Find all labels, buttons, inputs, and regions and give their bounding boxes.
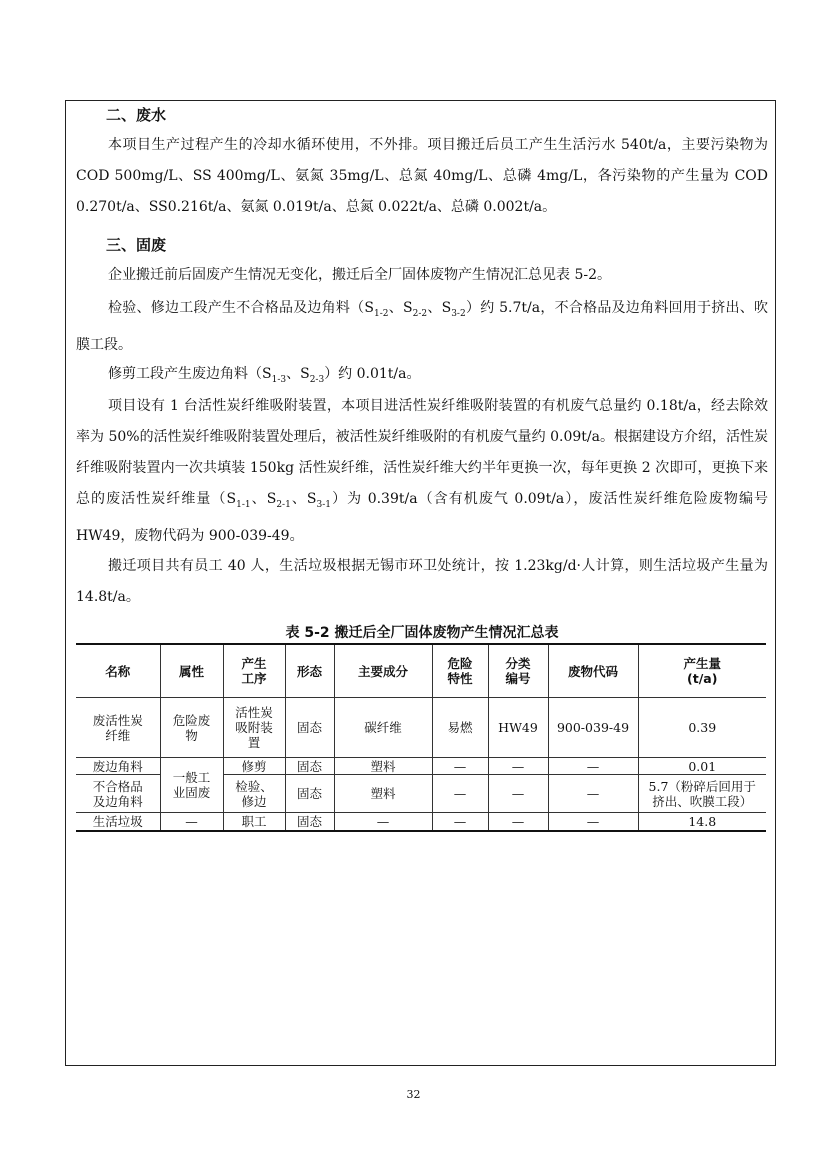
wastewater-paragraph: 本项目生产过程产生的冷却水循环使用，不外排。项目搬迁后员工产生生活污水 540t/a，主要污染物为 COD 500mg/L、SS 400mg/L、氨氮 35mg/L、总氮 40mg/L、总磷 4mg/L，各污染物的产生量为 COD 0.270t/a、SS0.216t/a、氨氮 0.019t/a、总氮 0.022t/a、总磷 0.002t/a。: [76, 137, 768, 215]
cell-category: —: [488, 758, 548, 775]
cell-code: —: [548, 758, 638, 775]
cell-hazard: —: [432, 758, 488, 775]
cell-category: —: [488, 813, 548, 831]
cell-component: 碳纤维: [334, 698, 432, 758]
cell-attribute: 一般工 业固废: [160, 758, 223, 813]
cell-category: HW49: [488, 698, 548, 758]
cell-process: 活性炭 吸附装 置: [223, 698, 285, 758]
cell-name: 废边角料: [76, 758, 160, 775]
header-name: 名称: [76, 644, 160, 698]
cell-process: 检验、 修边: [223, 775, 285, 813]
cell-code: —: [548, 813, 638, 831]
cell-name: 废活性炭 纤维: [76, 698, 160, 758]
page-number: 32: [406, 1088, 421, 1101]
cell-amount: 14.8: [638, 813, 766, 831]
cell-amount: 5.7（粉碎后回用于 挤出、吹膜工段）: [638, 775, 766, 813]
cell-attribute: 危险废 物: [160, 698, 223, 758]
solid-waste-table: [76, 643, 766, 832]
cell-category: —: [488, 775, 548, 813]
header-component: 主要成分: [334, 644, 432, 698]
activated-carbon-paragraph: 项目设有 1 台活性炭纤维吸附装置，本项目进活性炭纤维吸附装置的有机废气总量约 0.18t/a，经去除效率为 50%的活性炭纤维吸附装置处理后，被活性炭纤维吸附的有机废气量约 0.09t/a。根据建设方介绍，活性炭纤维吸附装置内一次共填装 150kg 活性炭纤维，活性炭纤维大约半年更换一次，每年更换 2 次即可，更换下来总的废活性炭纤维量（$S_{1-1}$、$S_{2-1}$、$S_{3-1}$）为 0.39t/a（含有机废气 0.09t/a），废活性炭纤维危险废物编号 HW49，废物代码为 900-039-49。: [76, 398, 769, 544]
header-code: 废物代码: [548, 644, 638, 698]
cell-component: 塑料: [334, 775, 432, 813]
cell-component: —: [334, 813, 432, 831]
cell-process: 职工: [223, 813, 285, 831]
table-row: [76, 813, 766, 831]
domestic-garbage-paragraph: 搬迁项目共有员工 40 人，生活垃圾根据无锡市环卫处统计，按 1.23kg/d·人计算，则生活垃圾产生量为 14.8t/a。: [76, 558, 768, 605]
cell-name: 生活垃圾: [76, 813, 160, 831]
cell-form: 固态: [285, 698, 334, 758]
header-category: 分类 编号: [488, 644, 548, 698]
cell-hazard: 易燃: [432, 698, 488, 758]
page-frame: [65, 100, 776, 1066]
cell-hazard: —: [432, 813, 488, 831]
cell-form: 固态: [285, 775, 334, 813]
cell-form: 固态: [285, 813, 334, 831]
table-row: [76, 698, 766, 758]
inspection-waste-paragraph: 检验、修边工段产生不合格品及边角料（$S_{1-2}$、$S_{2-2}$、$S_{3-2}$）约 5.7t/a，不合格品及边角料回用于挤出、吹膜工段。: [76, 300, 769, 353]
cell-process: 修剪: [223, 758, 285, 775]
cell-component: 塑料: [334, 758, 432, 775]
header-attribute: 属性: [160, 644, 223, 698]
table-header-row: [76, 644, 766, 698]
cell-amount: 0.39: [638, 698, 766, 758]
table-row: [76, 758, 766, 775]
cell-form: 固态: [285, 758, 334, 775]
header-process: 产生 工序: [223, 644, 285, 698]
header-form: 形态: [285, 644, 334, 698]
solid-waste-intro: 企业搬迁前后固废产生情况无变化，搬迁后全厂固体废物产生情况汇总见表 5-2。: [108, 267, 611, 283]
header-hazard: 危险 特性: [432, 644, 488, 698]
header-amount: 产生量 (t/a): [638, 644, 766, 698]
cell-amount: 0.01: [638, 758, 766, 775]
trimming-waste-paragraph: 修剪工段产生废边角料（$S_{1-3}$、$S_{2-3}$）约 0.01t/a。: [108, 366, 421, 385]
cell-attribute: —: [160, 813, 223, 831]
cell-hazard: —: [432, 775, 488, 813]
cell-code: —: [548, 775, 638, 813]
solid-waste-heading: 三、固废: [106, 236, 167, 254]
cell-code: 900-039-49: [548, 698, 638, 758]
wastewater-heading: 二、废水: [106, 106, 167, 124]
cell-name: 不合格品 及边角料: [76, 775, 160, 813]
table-title: 表 5-2 搬迁后全厂固体废物产生情况汇总表: [285, 625, 559, 641]
